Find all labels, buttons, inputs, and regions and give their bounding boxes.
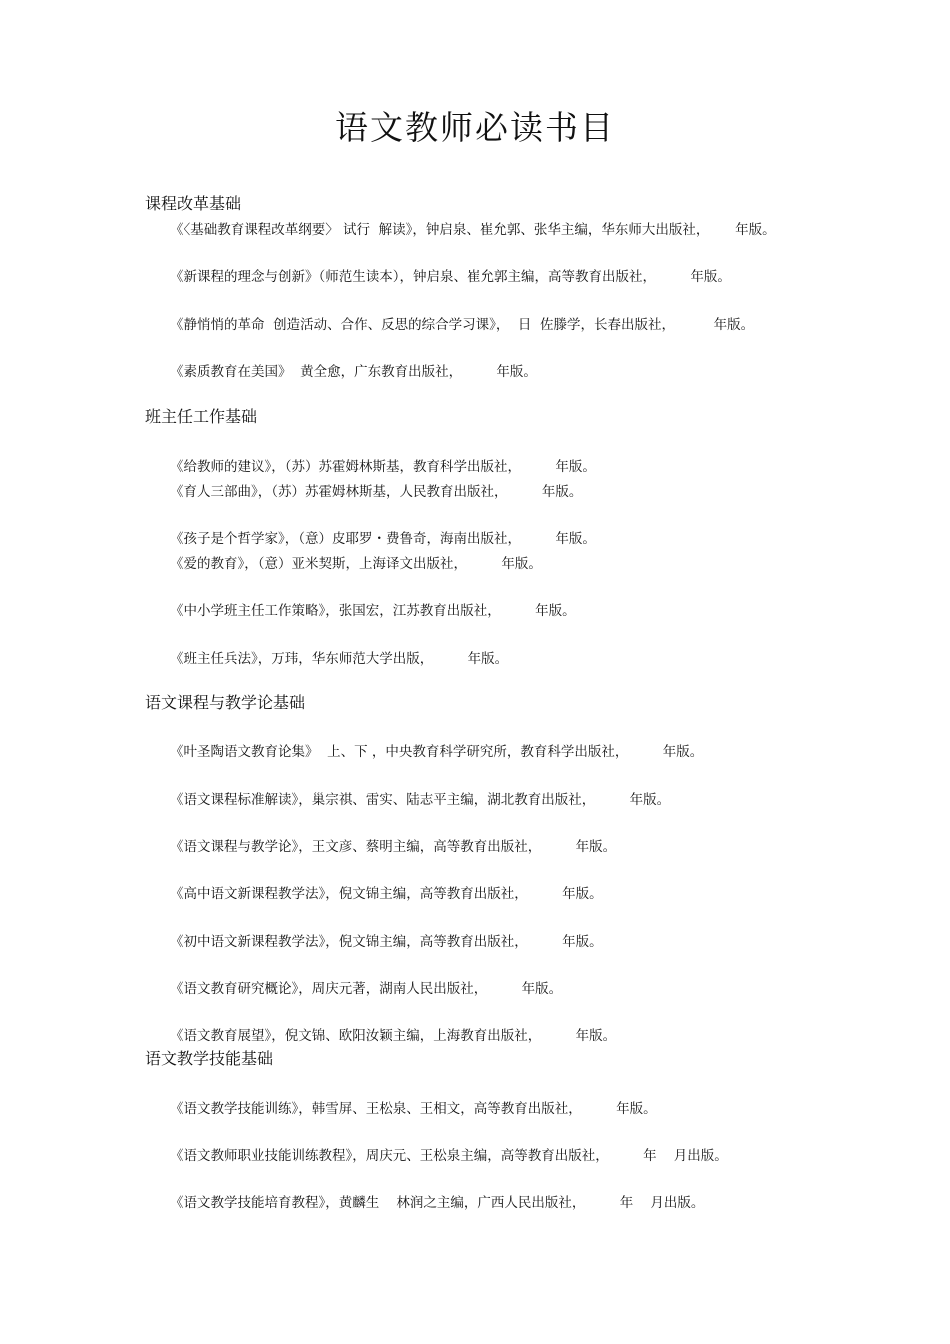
book-entry: 《素质教育在美国》 黄全愈，广东教育出版社， 年版。	[170, 364, 537, 380]
book-entry: 《初中语文新课程教学法》，倪文锦主编，高等教育出版社， 年版。	[170, 934, 603, 950]
book-entry: 《语文教育展望》，倪文锦、欧阳汝颖主编，上海教育出版社， 年版。	[170, 1028, 617, 1044]
book-entry: 《语文课程标准解读》，巢宗祺、雷实、陆志平主编，湖北教育出版社， 年版。	[170, 792, 671, 808]
book-entry: 《语文教师职业技能训练教程》，周庆元、王松泉主编，高等教育出版社， 年 月出版。	[170, 1148, 728, 1164]
book-entry: 《给教师的建议》，（苏）苏霍姆林斯基，教育科学出版社， 年版。	[170, 459, 596, 475]
book-entry: 《爱的教育》，（意）亚米契斯，上海译文出版社， 年版。	[170, 556, 542, 572]
book-entry: 《〈基础教育课程改革纲要〉 试行 解读》，钟启泉、崔允郭、张华主编，华东师大出版社， 年版。	[170, 222, 776, 238]
section-heading-chinese-curriculum: 语文课程与教学论基础	[145, 693, 306, 712]
book-entry: 《育人三部曲》，（苏）苏霍姆林斯基，人民教育出版社， 年版。	[170, 484, 583, 500]
book-entry: 《语文教育研究概论》，周庆元著，湖南人民出版社， 年版。	[170, 981, 563, 997]
book-entry: 《语文课程与教学论》，王文彦、蔡明主编，高等教育出版社， 年版。	[170, 839, 617, 855]
section-heading-class-teacher: 班主任工作基础	[145, 407, 258, 426]
page-title: 语文教师必读书目	[335, 108, 615, 147]
book-entry: 《语文教学技能培育教程》，黄麟生 林润之主编，广西人民出版社， 年 月出版。	[170, 1195, 705, 1211]
book-entry: 《中小学班主任工作策略》，张国宏，江苏教育出版社， 年版。	[170, 603, 576, 619]
book-entry: 《语文教学技能训练》，韩雪屏、王松泉、王相文，高等教育出版社， 年版。	[170, 1101, 657, 1117]
book-entry: 《班主任兵法》，万玮，华东师范大学出版， 年版。	[170, 651, 509, 667]
book-entry: 《孩子是个哲学家》，（意）皮耶罗・费鲁奇，海南出版社， 年版。	[170, 531, 596, 547]
section-heading-curriculum-reform: 课程改革基础	[145, 194, 242, 213]
book-entry: 《新课程的理念与创新》（师范生读本），钟启泉、崔允郭主编，高等教育出版社， 年版。	[170, 269, 731, 285]
book-entry: 《静悄悄的革命 创造活动、合作、反思的综合学习课》， 日 佐滕学，长春出版社， 年版。	[170, 317, 755, 333]
section-heading-teaching-skills: 语文教学技能基础	[145, 1049, 274, 1068]
book-entry: 《高中语文新课程教学法》，倪文锦主编，高等教育出版社， 年版。	[170, 886, 603, 902]
book-entry: 《叶圣陶语文教育论集》 上、下 ，中央教育科学研究所，教育科学出版社， 年版。	[170, 744, 704, 760]
